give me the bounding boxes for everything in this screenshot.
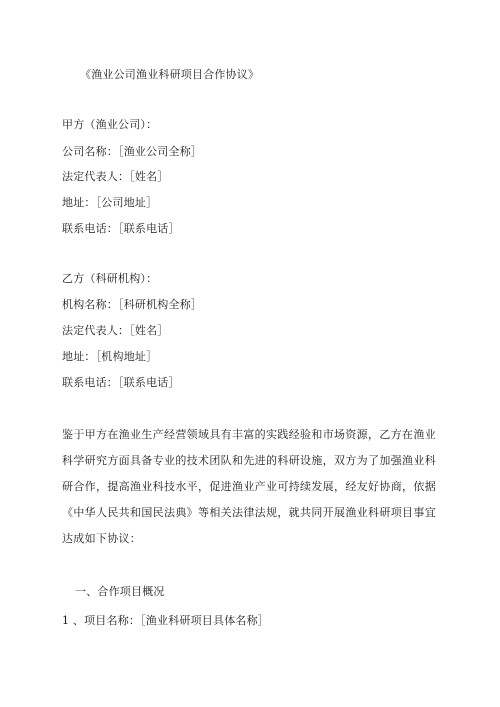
party-b-institution-name: 机构名称：［科研机构全称］ (62, 298, 203, 311)
preamble-paragraph: 鉴于甲方在渔业生产经营领域具有丰富的实践经验和市场资源，乙方在渔业科学研究方面具备专业的技术团队和先进的科研设施，双方为了加强渔业科研合作，提高渔业科技水平，促进渔业产业可持续发展，经友好协商，依据《中华人民共和国民法典》等相关法律法规，就共同开展渔业科研项目事宜达成如下协议： (62, 428, 436, 545)
section-1-heading: 一、合作项目概况 (75, 585, 165, 598)
party-b-phone: 联系电话：［联系电话］ (62, 376, 180, 389)
party-b-address: 地址：［机构地址］ (62, 350, 158, 363)
party-a-heading: 甲方（渔业公司）： (62, 118, 158, 131)
party-a-address: 地址：［公司地址］ (62, 196, 158, 209)
party-b-heading: 乙方（科研机构）： (62, 272, 158, 285)
section-1-item-1: 1 、项目名称：［渔业科研项目具体名称］ (62, 614, 269, 627)
party-a-legal-rep: 法定代表人：［姓名］ (62, 170, 169, 183)
party-a-phone: 联系电话：［联系电话］ (62, 222, 180, 235)
party-a-company-name: 公司名称：［渔业公司全称］ (62, 145, 203, 158)
document-title: 《渔业公司渔业科研项目合作协议》 (80, 68, 260, 81)
party-b-legal-rep: 法定代表人：［姓名］ (62, 324, 169, 337)
